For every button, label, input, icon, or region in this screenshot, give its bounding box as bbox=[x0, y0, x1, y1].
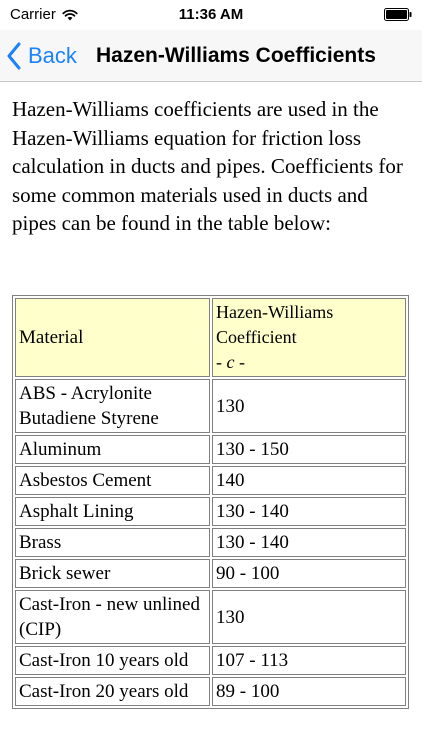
table-row bbox=[15, 435, 406, 464]
cell-coefficient: 90 - 100 bbox=[212, 559, 406, 588]
header-symbol-suffix: - bbox=[234, 352, 245, 372]
cell-coefficient: 89 - 100 bbox=[212, 677, 406, 706]
cell-coefficient: 130 bbox=[212, 590, 406, 644]
cell-coefficient: 130 - 140 bbox=[212, 497, 406, 526]
header-coefficient bbox=[212, 298, 406, 377]
page-title: Hazen-Williams Coefficients bbox=[96, 44, 376, 67]
cell-material: Brass bbox=[15, 528, 210, 557]
status-bar bbox=[0, 0, 422, 30]
table-row bbox=[15, 677, 406, 706]
cell-material: Asbestos Cement bbox=[15, 466, 210, 495]
table-row bbox=[15, 497, 406, 526]
header-material-label: Material bbox=[19, 327, 84, 348]
cell-material: ABS - Acrylonite Butadiene Styrene bbox=[15, 379, 210, 433]
chevron-left-icon bbox=[6, 42, 22, 70]
table-header-row bbox=[15, 298, 406, 377]
cell-material: Brick sewer bbox=[15, 559, 210, 588]
header-material bbox=[15, 298, 210, 377]
cell-coefficient: 130 - 150 bbox=[212, 435, 406, 464]
status-time: 11:36 AM bbox=[178, 6, 244, 23]
cell-material: Aluminum bbox=[15, 435, 210, 464]
header-symbol-prefix: - bbox=[216, 352, 227, 372]
header-coefficient-symbol bbox=[216, 350, 402, 375]
header-coefficient-line2: Coefficient bbox=[216, 327, 297, 347]
table-row bbox=[15, 379, 406, 433]
cell-coefficient: 140 bbox=[212, 466, 406, 495]
header-symbol-c: c bbox=[226, 352, 235, 372]
table-row bbox=[15, 559, 406, 588]
table-row bbox=[15, 466, 406, 495]
cell-material: Cast-Iron 10 years old bbox=[15, 646, 210, 675]
intro-paragraph: Hazen-Williams coefficients are used in the Hazen-Williams equation for friction loss calculation in ducts and pipes. Coefficients for some common materials used in ducts and pipes can be found in the table below: bbox=[12, 97, 403, 235]
cell-coefficient: 107 - 113 bbox=[212, 646, 406, 675]
cell-material: Cast-Iron - new unlined (CIP) bbox=[15, 590, 210, 644]
cell-material: Asphalt Lining bbox=[15, 497, 210, 526]
back-button[interactable] bbox=[6, 38, 77, 74]
battery-icon bbox=[384, 8, 412, 21]
table-row bbox=[15, 646, 406, 675]
carrier-label: Carrier bbox=[10, 6, 56, 23]
content-area[interactable] bbox=[0, 82, 422, 750]
table-row bbox=[15, 590, 406, 644]
coefficients-table bbox=[12, 295, 409, 709]
cell-coefficient: 130 - 140 bbox=[212, 528, 406, 557]
back-button-label: Back bbox=[28, 43, 77, 68]
cell-material: Cast-Iron 20 years old bbox=[15, 677, 210, 706]
cell-coefficient: 130 bbox=[212, 379, 406, 433]
table-row bbox=[15, 528, 406, 557]
navigation-bar bbox=[0, 30, 422, 82]
header-coefficient-line1: Hazen-Williams bbox=[216, 302, 334, 322]
